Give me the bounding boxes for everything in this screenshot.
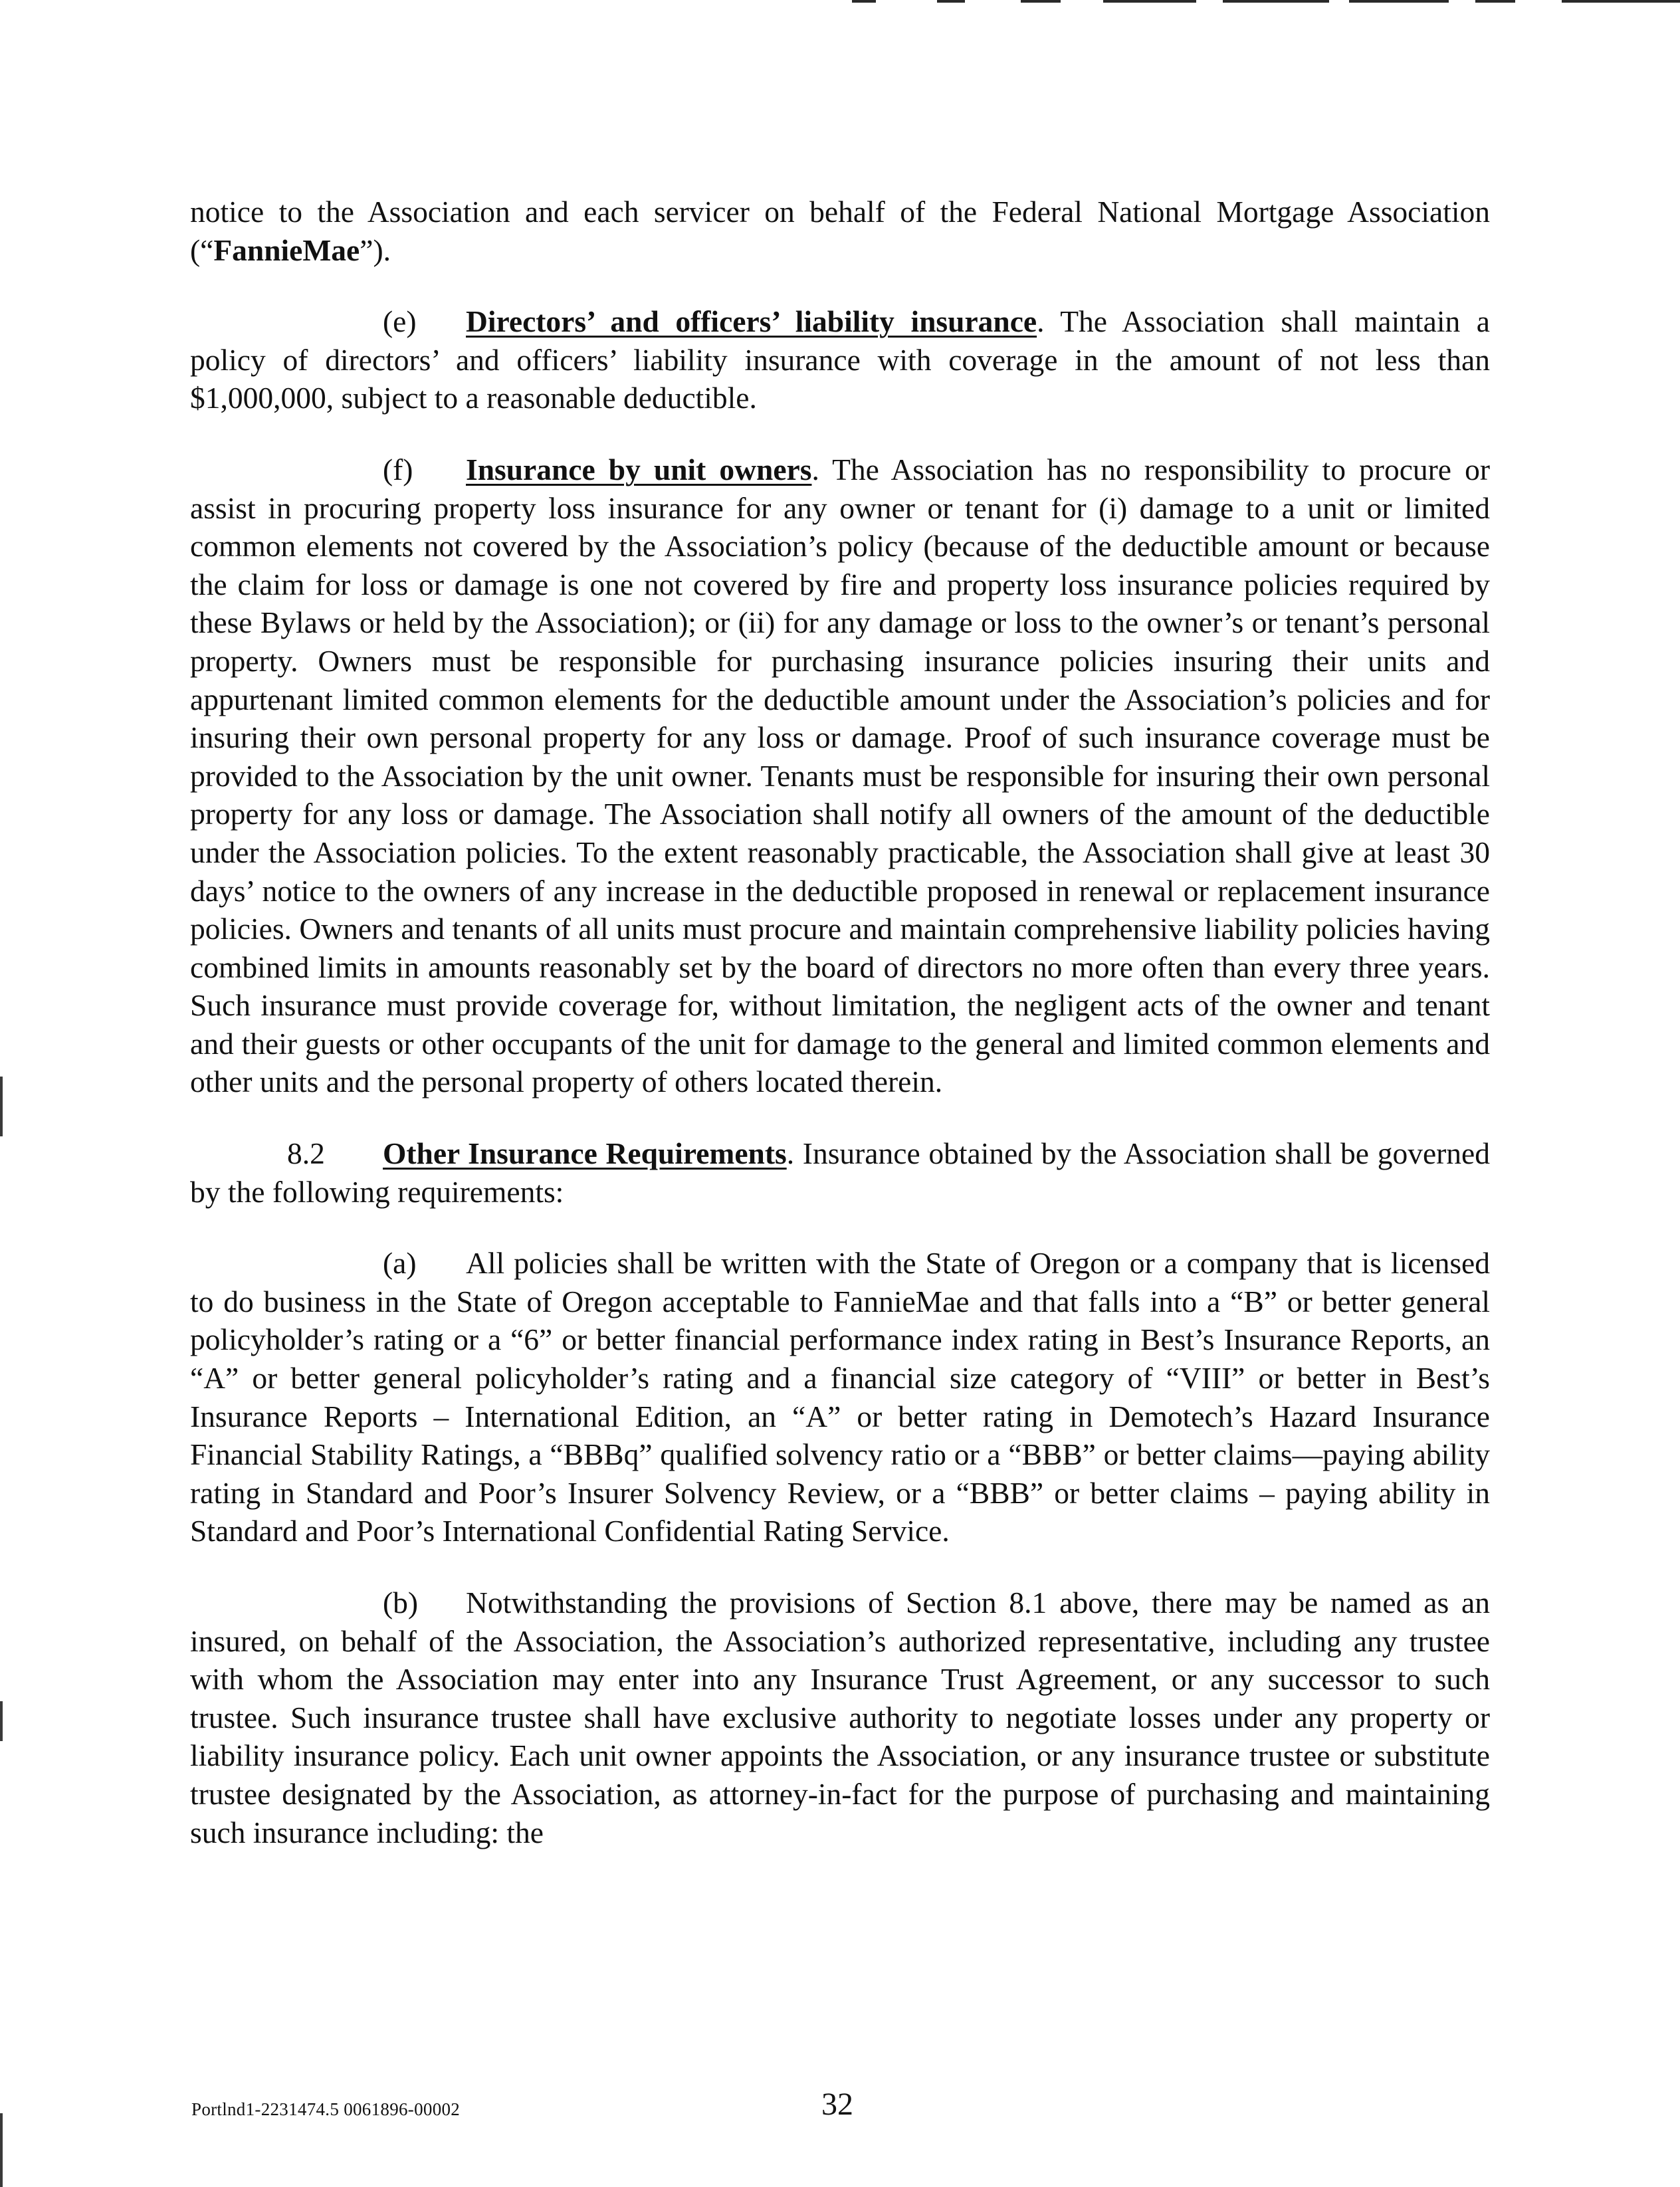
clause-heading: Insurance by unit owners xyxy=(466,452,812,486)
defined-term-fanniemae: FannieMae xyxy=(213,233,360,267)
scan-edge-mark xyxy=(1349,0,1449,3)
section-number: 8.2 xyxy=(287,1136,325,1171)
continuation-paragraph xyxy=(190,193,1490,269)
section-heading: Other Insurance Requirements xyxy=(383,1136,787,1171)
section-body: . Insurance obtained by the Association shall be governed by the following requirements: xyxy=(190,1136,1491,1209)
scan-edge-mark xyxy=(1103,0,1196,3)
scan-edge-mark xyxy=(1223,0,1329,3)
scan-edge-mark xyxy=(1021,0,1061,3)
scan-edge-mark xyxy=(937,0,965,3)
clause-f-paragraph xyxy=(190,451,1490,1101)
clause-body: All policies shall be written with the State of Oregon or a company that is licensed to do business in the State of Oregon acceptable to FannieMae and that falls into a “B” or better general policyholder’s rating or a “6” or better financial performance index rating in Best’s Insurance Reports, an “A” or better general policyholder’s rating and a financial size category of “VIII” or better in Best’s Insurance Reports – International Edition, an “A” or better rating in Demotech’s Hazard Insurance Financial Stability Ratings, a “BBBq” qualified solvency ratio or a “BBB” or better claims—paying ability rating in Standard and Poor’s Insurer Solvency Review, or a “BBB” or better claims – paying ability in Standard and Poor’s International Confidential Rating Service. xyxy=(190,1246,1490,1548)
scan-edge-mark xyxy=(1562,0,1680,3)
continuation-text-end: ”). xyxy=(360,233,391,267)
document-body xyxy=(190,193,1490,1885)
clause-number: (b) xyxy=(383,1586,419,1619)
clause-number: (a) xyxy=(383,1246,417,1281)
page-number: 32 xyxy=(821,2087,853,2122)
clause-body: . The Association shall maintain a policy of directors’ and officers’ liability insurance with coverage in the amount of not less than $1,000,000, subject to a reasonable deductible. xyxy=(190,304,1490,415)
scan-edge-mark xyxy=(852,0,876,3)
clause-number: (f) xyxy=(383,452,413,486)
section-8-2-paragraph xyxy=(190,1134,1490,1211)
clause-body: Notwithstanding the provisions of Section 8.1 above, there may be named as an insured, on behalf of the Association, the Association’s authorized representative, including any trustee with whom the Association may enter into any Insurance Trust Agreement, or any successor to such trustee. Such insurance trustee shall have exclusive authority to negotiate losses under any property or liability insurance policy. Each unit owner appoints the Association, or any insurance trustee or substitute trustee designated by the Association, as attorney-in-fact for the purpose of purchasing and maintaining such insurance including: the xyxy=(190,1586,1490,1849)
continuation-text: notice to the Association and each servicer on behalf of the Federal National Mortgage Association (“ xyxy=(190,195,1490,267)
scan-edge-mark xyxy=(1475,0,1515,3)
clause-body: . The Association has no responsibility to procure or assist in procuring property loss insurance for any owner or tenant for (i) damage to a unit or limited common elements not covered by the Association’s policy (because of the deductible amount or because the claim for loss or damage is one not covered by fire and property loss insurance policies required by these Bylaws or held by the Association); or (ii) for any damage or loss to the owner’s or tenant’s personal property. Owners must be responsible for purchasing insurance policies insuring their units and appurtenant limited common elements for the deductible amount under the Association’s policies and for insuring their own personal property for any loss or damage. Proof of such insurance coverage must be provided to the Association by the unit owner. Tenants must be responsible for insuring their own personal property for any loss or damage. The Association shall notify all owners of the amount of the deductible under the Association policies. To the extent reasonably practicable, the Association shall give at least 30 days’ notice to the owners of any increase in the deductible proposed in renewal or replacement insurance policies. Owners and tenants of all units must procure and maintain comprehensive liability policies having combined limits in amounts reasonably set by the board of directors no more often than every three years. Such insurance must provide coverage for, without limitation, the negligent acts of the owner and tenant and their guests or other occupants of the unit for damage to the general and limited common elements and other units and the personal property of others located therein. xyxy=(190,452,1490,1099)
scan-margin-mark xyxy=(0,1701,3,1741)
scan-margin-mark xyxy=(0,2113,3,2187)
scan-margin-mark xyxy=(0,1077,3,1136)
clause-e-paragraph xyxy=(190,302,1490,417)
clause-a-paragraph xyxy=(190,1244,1490,1550)
clause-b-paragraph xyxy=(190,1584,1490,1851)
clause-heading: Directors’ and officers’ liability insurance xyxy=(466,304,1037,339)
footer-document-id: Portlnd1-2231474.5 0061896-00002 xyxy=(191,2099,461,2119)
clause-number: (e) xyxy=(383,304,417,339)
